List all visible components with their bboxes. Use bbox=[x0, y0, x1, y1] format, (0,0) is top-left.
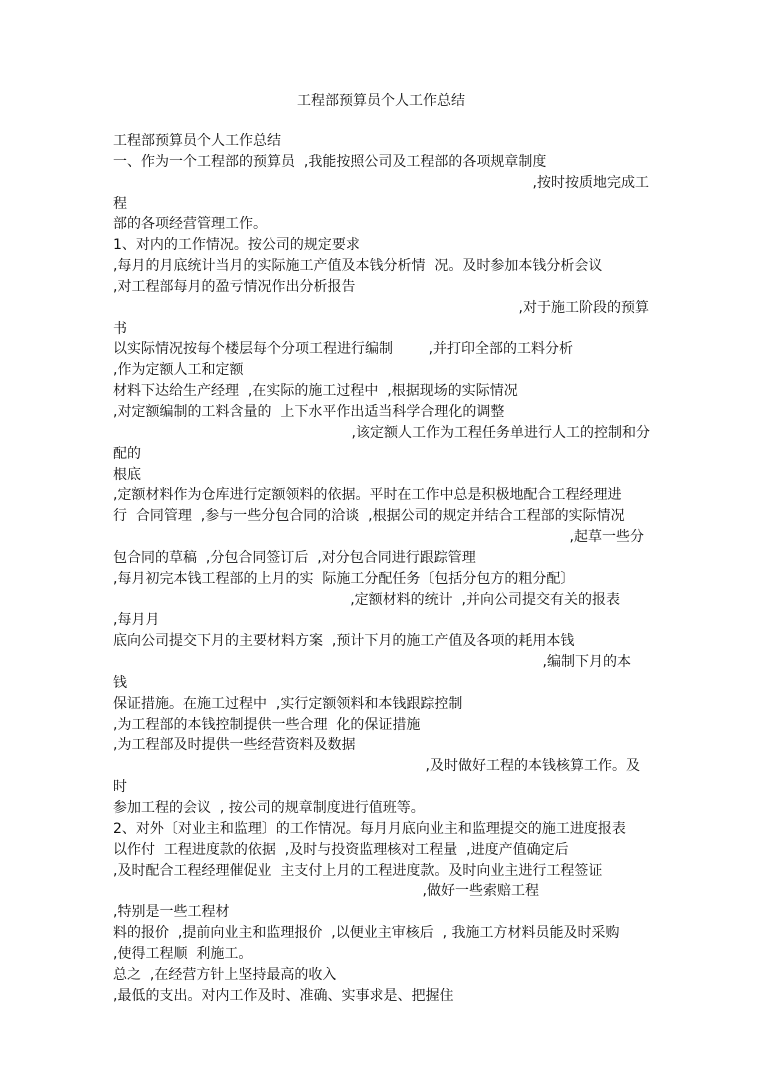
paragraph-line: ,及时做好工程的本钱核算工作。及 bbox=[425, 758, 640, 775]
paragraph-line: 程 bbox=[113, 195, 127, 212]
paragraph-line: 包合同的草稿 ,分包合同签订后 ,对分包合同进行跟踪管理 bbox=[113, 549, 476, 566]
paragraph-line: 工程部预算员个人工作总结 bbox=[113, 133, 281, 149]
paragraph-line: 时 bbox=[113, 779, 127, 796]
paragraph-line: 总之 ,在经营方针上坚持最高的收入 bbox=[113, 966, 337, 983]
paragraph-line: ,起草一些分 bbox=[569, 529, 644, 546]
paragraph-line: ,定额材料的统计 ,并向公司提交有关的报表 bbox=[350, 591, 620, 608]
paragraph-line: ,编制下月的本 bbox=[542, 654, 631, 671]
paragraph-line: ,定额材料作为仓库进行定额领料的依据。平时在工作中总是积极地配合工程经理进 bbox=[113, 487, 622, 504]
paragraph-line: 部的各项经营管理工作。 bbox=[113, 216, 267, 233]
paragraph-line: ,每月的月底统计当月的实际施工产值及本钱分析情 况。及时参加本钱分析会议 bbox=[113, 258, 603, 275]
paragraph-line: 钱 bbox=[113, 674, 127, 691]
paragraph-line: ,为工程部的本钱控制提供一些合理 化的保证措施 bbox=[113, 716, 421, 733]
paragraph-line: 保证措施。在施工过程中 ,实行定额领料和本钱跟踪控制 bbox=[113, 695, 463, 712]
paragraph-line: 参加工程的会议 , 按公司的规章制度进行值班等。 bbox=[113, 800, 425, 816]
paragraph-line: ,每月月 bbox=[113, 612, 160, 629]
paragraph-line: 材料下达给生产经理 ,在实际的施工过程中 ,根据现场的实际情况 bbox=[113, 383, 518, 400]
paragraph-line: ,对工程部每月的盈亏情况作出分析报告 bbox=[113, 278, 356, 295]
paragraph-line: 书 bbox=[113, 320, 127, 337]
paragraph-line: 以实际情况按每个楼层每个分项工程进行编制 ,并打印全部的工料分析 bbox=[113, 341, 574, 358]
paragraph-line: ,为工程部及时提供一些经营资料及数据 bbox=[113, 737, 356, 754]
paragraph-line: 配的 bbox=[113, 445, 141, 462]
document-title: 工程部预算员个人工作总结 bbox=[297, 93, 465, 109]
paragraph-line: ,最低的支出。对内工作及时、准确、实事求是、把握住 bbox=[113, 987, 454, 1004]
paragraph-line: ,对定额编制的工料含量的 上下水平作出适当科学合理化的调整 bbox=[113, 403, 505, 420]
paragraph-line: 一、作为一个工程部的预算员 ,我能按照公司及工程部的各项规章制度 bbox=[113, 153, 547, 170]
paragraph-line: 行 合同管理 ,参与一些分包合同的洽谈 ,根据公司的规定并结合工程部的实际情况 bbox=[113, 508, 625, 525]
document-body bbox=[113, 131, 653, 1006]
paragraph-line: ,特别是一些工程材 bbox=[113, 904, 230, 921]
paragraph-line: 底向公司提交下月的主要材料方案 ,预计下月的施工产值及各项的耗用本钱 bbox=[113, 633, 575, 650]
paragraph-line: ,该定额人工作为工程任务单进行人工的控制和分 bbox=[351, 424, 650, 441]
paragraph-line: ,做好一些索赔工程 bbox=[422, 883, 539, 900]
paragraph-line: 2、对外〔对业主和监理〕的工作情况。每月月底向业主和监理提交的施工进度报表 bbox=[113, 820, 626, 837]
paragraph-line: 以作付 工程进度款的依据 ,及时与投资监理核对工程量 ,进度产值确定后 bbox=[113, 841, 569, 858]
paragraph-line: ,对于施工阶段的预算 bbox=[518, 299, 649, 316]
paragraph-line: ,及时配合工程经理催促业 主支付上月的工程进度款。及时向业主进行工程签证 bbox=[113, 862, 603, 879]
paragraph-line: 料的报价 ,提前向业主和监理报价 ,以便业主审核后 , 我施工方材料员能及时采购 bbox=[113, 925, 620, 942]
paragraph-line: 1、对内的工作情况。按公司的规定要求 bbox=[113, 237, 360, 254]
paragraph-line: ,作为定额人工和定额 bbox=[113, 362, 244, 379]
paragraph-line: ,使得工程顺 利施工。 bbox=[113, 945, 253, 962]
paragraph-line: 根底 bbox=[113, 466, 141, 483]
paragraph-line: ,每月初完本钱工程部的上月的实 际施工分配任务〔包括分包方的粗分配〕 bbox=[113, 570, 575, 587]
paragraph-line: ,按时按质地完成工 bbox=[532, 174, 649, 191]
